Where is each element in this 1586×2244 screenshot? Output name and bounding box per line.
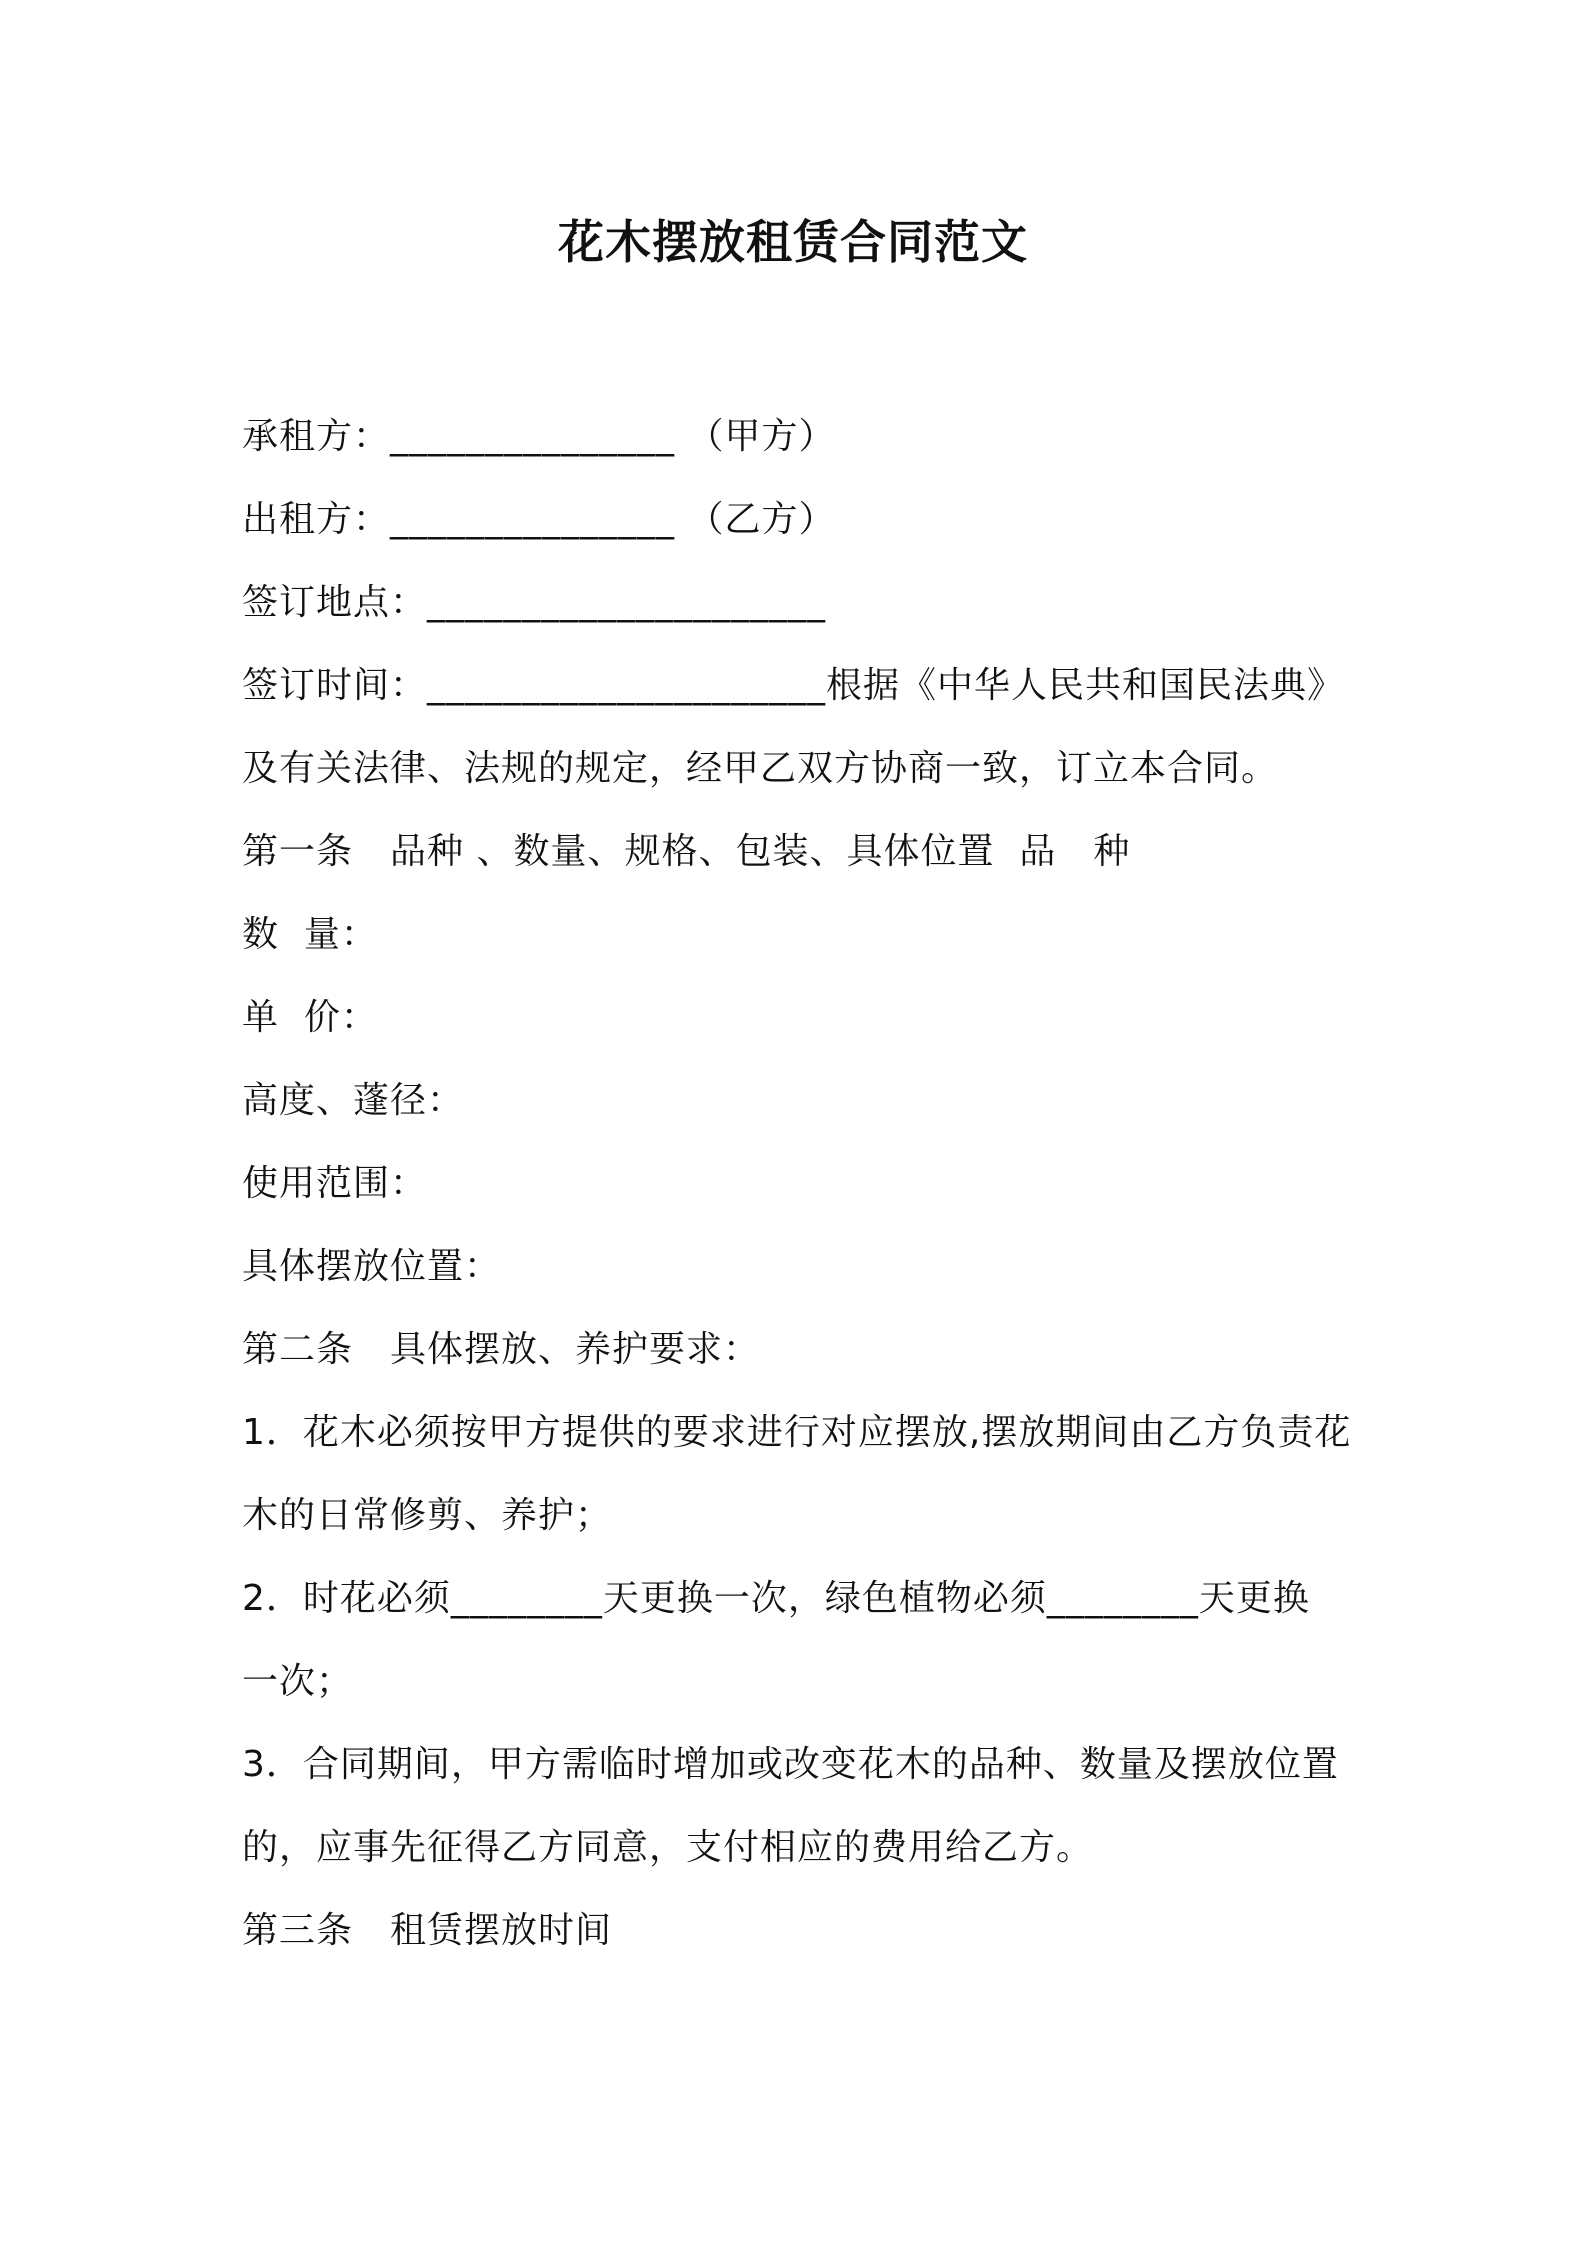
preamble-line: 及有关法律、法规的规定，经甲乙双方协商一致，订立本合同。: [242, 748, 1279, 789]
article-2-heading: 第二条 具体摆放、养护要求：: [242, 1329, 761, 1370]
placement-location-field: 具体摆放位置：: [242, 1246, 502, 1287]
article-1-heading: 第一条 品种 、数量、规格、包装、具体位置 品 种: [242, 831, 1131, 872]
lessor-line: 出租方：_______________ （乙方）: [242, 499, 836, 540]
document-title: 花木摆放租赁合同范文: [558, 215, 1028, 269]
clause-1-line-2: 木的日常修剪、养护；: [242, 1495, 613, 1536]
signing-time-line: 签订时间：_____________________根据《中华人民共和国民法典》: [242, 665, 1345, 706]
clause-2-line-1: 2．时花必须________天更换一次，绿色植物必须________天更换: [242, 1578, 1310, 1619]
signing-place-line: 签订地点：_____________________: [242, 582, 827, 623]
clause-2-line-2: 一次；: [242, 1661, 354, 1702]
clause-3-line-2: 的，应事先征得乙方同意，支付相应的费用给乙方。: [242, 1827, 1094, 1868]
lessee-line: 承租方：_______________ （甲方）: [242, 416, 836, 457]
usage-scope-field: 使用范围：: [242, 1163, 428, 1204]
unit-price-field: 单 价：: [242, 997, 378, 1038]
article-3-heading: 第三条 租赁摆放时间: [242, 1910, 613, 1951]
clause-1-line-1: 1．花木必须按甲方提供的要求进行对应摆放,摆放期间由乙方负责花: [242, 1412, 1352, 1453]
height-spread-field: 高度、蓬径：: [242, 1080, 465, 1121]
clause-3-line-1: 3．合同期间，甲方需临时增加或改变花木的品种、数量及摆放位置: [242, 1744, 1339, 1785]
quantity-field: 数 量：: [242, 914, 378, 955]
